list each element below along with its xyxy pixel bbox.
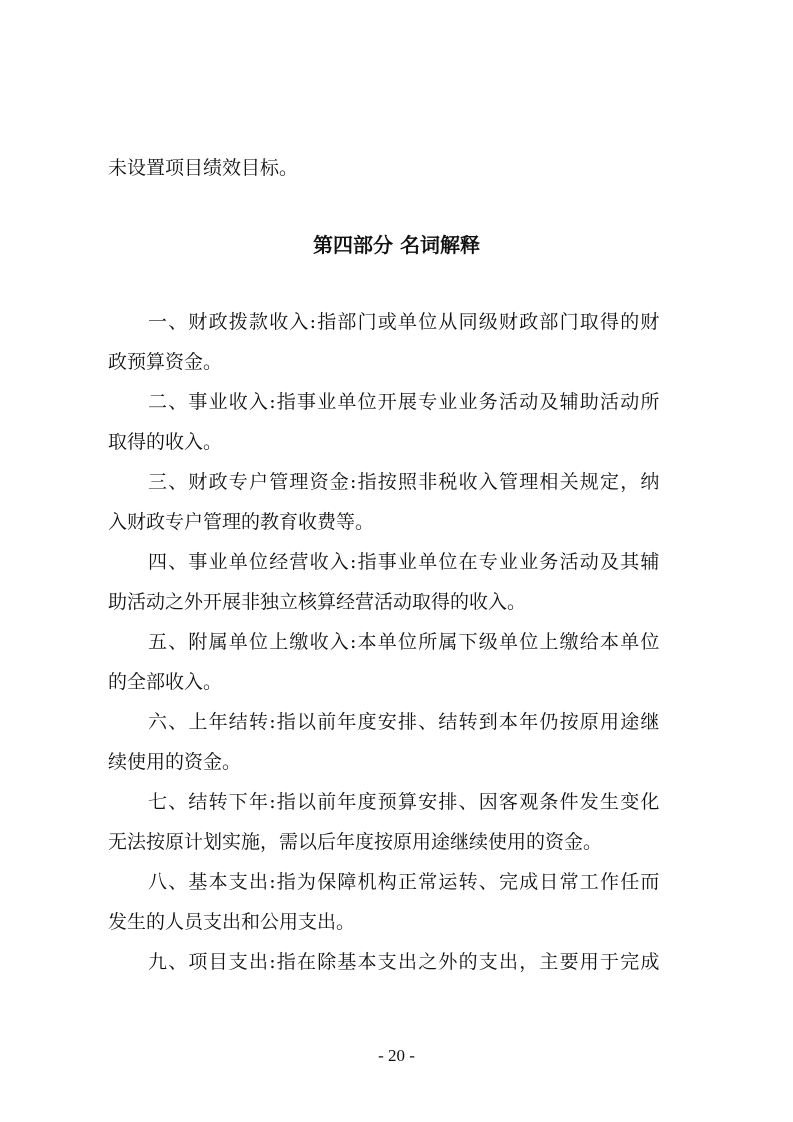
term-line-1: 九、项目支出:指在除基本支出之外的支出，主要用于完成 [148,951,661,973]
section-heading: 第四部分 名词解释 [313,233,480,257]
term-line-2: 无法按原计划实施，需以后年度按原用途继续使用的资金。 [108,831,603,853]
term-line-1: 二、事业收入:指事业单位开展专业业务活动及辅助活动所 [148,391,661,413]
term-line-2: 政预算资金。 [108,351,223,373]
term-line-1: 四、事业单位经营收入:指事业单位在专业业务活动及其辅 [148,551,661,573]
term-line-1: 六、上年结转:指以前年度安排、结转到本年仍按原用途继 [148,711,661,733]
term-line-1: 七、结转下年:指以前年度预算安排、因客观条件发生变化 [148,791,661,813]
intro-line: 未设置项目绩效目标。 [108,157,299,179]
term-line-2: 助活动之外开展非独立核算经营活动取得的收入。 [108,591,527,613]
term-line-2: 发生的人员支出和公用支出。 [108,911,356,933]
term-line-2: 取得的收入。 [108,431,223,453]
term-line-1: 三、财政专户管理资金:指按照非税收入管理相关规定，纳 [148,471,661,493]
term-line-1: 一、财政拨款收入:指部门或单位从同级财政部门取得的财 [148,311,661,333]
term-line-2: 入财政专户管理的教育收费等。 [108,511,375,533]
term-line-1: 八、基本支出:指为保障机构正常运转、完成日常工作任而 [148,871,661,893]
term-line-1: 五、附属单位上缴收入:本单位所属下级单位上缴给本单位 [148,631,661,653]
term-line-2: 的全部收入。 [108,671,223,693]
term-line-2: 续使用的资金。 [108,751,242,773]
page-number: - 20 - [378,1046,415,1065]
